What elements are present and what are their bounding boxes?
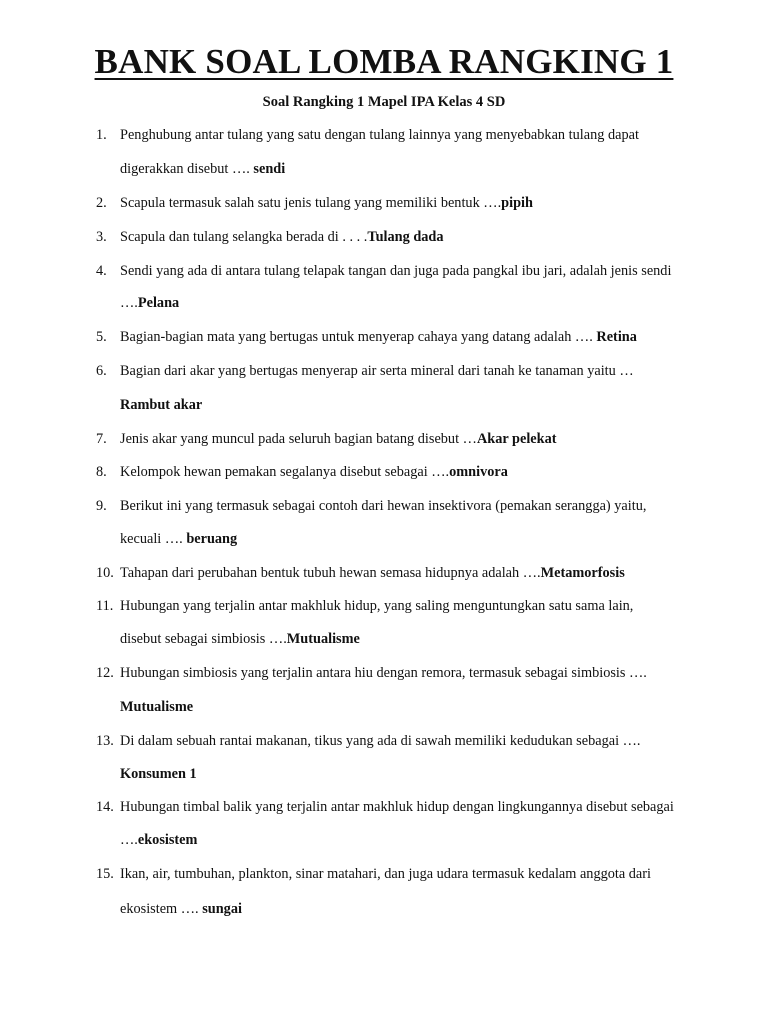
answer-text: Retina <box>596 329 637 345</box>
question-number: 7. <box>96 431 107 447</box>
question-text-line: Scapula dan tulang selangka berada di . . . . <box>120 229 368 245</box>
question-number: 2. <box>96 195 107 211</box>
question-text <box>120 327 637 347</box>
question-text-continued <box>120 899 242 919</box>
question-number: 3. <box>96 229 107 245</box>
question-text-continued <box>120 529 237 549</box>
question-text <box>120 663 647 683</box>
answer-text: ekosistem <box>137 832 198 848</box>
question-text-continued <box>120 629 360 649</box>
question-text-line: Sendi yang ada di antara tulang telapak tangan dan juga pada pangkal ibu jari, adalah jenis sendi <box>120 263 672 279</box>
question-text <box>120 429 557 449</box>
question-text-line: Tahapan dari perubahan bentuk tubuh hewan semasa hidupnya adalah …. <box>120 565 541 581</box>
answer-text: Konsumen 1 <box>120 766 197 782</box>
answer-text: omnivora <box>449 464 508 480</box>
question-text-continued <box>120 830 197 850</box>
question-text <box>120 227 444 247</box>
question-text-line: …. <box>120 295 138 311</box>
question-text <box>120 261 671 281</box>
question-text-line: …. <box>120 832 138 848</box>
question-text <box>120 193 533 213</box>
question-text <box>120 462 508 482</box>
answer-text: Rambut akar <box>120 397 203 413</box>
question-text-line: Hubungan timbal balik yang terjalin antar makhluk hidup dengan lingkungannya disebut sebagai <box>120 799 674 815</box>
question-number: 5. <box>96 329 107 345</box>
question-text-line: kecuali …. <box>120 531 187 547</box>
question-text-line: digerakkan disebut …. <box>120 161 254 177</box>
question-text <box>120 563 625 583</box>
question-text <box>120 496 646 516</box>
answer-text: Akar pelekat <box>476 431 557 447</box>
question-text <box>120 596 633 616</box>
answer-text: Mutualisme <box>120 699 194 715</box>
question-text-continued <box>120 293 179 313</box>
question-text-line: disebut sebagai simbiosis …. <box>120 631 287 647</box>
question-number: 6. <box>96 363 107 379</box>
page-subtitle: Soal Rangking 1 Mapel IPA Kelas 4 SD <box>262 94 506 110</box>
question-text <box>120 864 651 884</box>
answer-text: Metamorfosis <box>540 565 625 581</box>
answer-text: Tulang dada <box>367 229 444 245</box>
question-text-line: Berikut ini yang termasuk sebagai contoh dari hewan insektivora (pemakan serangga) yaitu, <box>120 498 647 514</box>
question-text-line: Hubungan yang terjalin antar makhluk hidup, yang saling menguntungkan satu sama lain, <box>120 598 634 614</box>
question-number: 11. <box>96 598 114 614</box>
question-text <box>120 125 639 145</box>
question-number: 15. <box>96 866 114 882</box>
question-text-continued <box>120 395 202 415</box>
question-text-line: Di dalam sebuah rantai makanan, tikus yang ada di sawah memiliki kedudukan sebagai …. <box>120 733 641 749</box>
answer-text: Mutualisme <box>286 631 360 647</box>
question-number: 8. <box>96 464 107 480</box>
question-text <box>120 797 674 817</box>
question-text <box>120 361 634 381</box>
answer-text: Pelana <box>137 295 180 311</box>
question-text-line: Hubungan simbiosis yang terjalin antara hiu dengan remora, termasuk sebagai simbiosis …. <box>120 665 647 681</box>
question-number: 14. <box>96 799 114 815</box>
question-number: 10. <box>96 565 114 581</box>
question-text-line: Ikan, air, tumbuhan, plankton, sinar matahari, dan juga udara termasuk kedalam anggota dari <box>120 866 652 882</box>
question-text-line: ekosistem …. <box>120 901 203 917</box>
answer-text: pipih <box>501 195 533 211</box>
question-number: 12. <box>96 665 114 681</box>
question-text-line: Bagian-bagian mata yang bertugas untuk menyerap cahaya yang datang adalah …. <box>120 329 597 345</box>
question-text-line: Kelompok hewan pemakan segalanya disebut sebagai …. <box>120 464 450 480</box>
question-text-line: Bagian dari akar yang bertugas menyerap air serta mineral dari tanah ke tanaman yaitu … <box>120 363 634 379</box>
answer-text: sungai <box>202 901 242 917</box>
question-number: 13. <box>96 733 114 749</box>
answer-text: sendi <box>253 161 286 177</box>
question-text-line: Scapula termasuk salah satu jenis tulang yang memiliki bentuk …. <box>120 195 502 211</box>
question-text-continued <box>120 697 193 717</box>
question-text-line: Jenis akar yang muncul pada seluruh bagian batang disebut … <box>120 431 477 447</box>
question-text-continued <box>120 764 197 784</box>
question-number: 9. <box>96 498 107 514</box>
question-text-continued <box>120 159 285 179</box>
question-text-line: Penghubung antar tulang yang satu dengan tulang lainnya yang menyebabkan tulang dapat <box>120 127 639 143</box>
page-title: BANK SOAL LOMBA RANGKING 1 <box>94 42 674 81</box>
question-text <box>120 731 641 751</box>
question-number: 4. <box>96 263 107 279</box>
question-number: 1. <box>96 127 107 143</box>
answer-text: beruang <box>186 531 238 547</box>
